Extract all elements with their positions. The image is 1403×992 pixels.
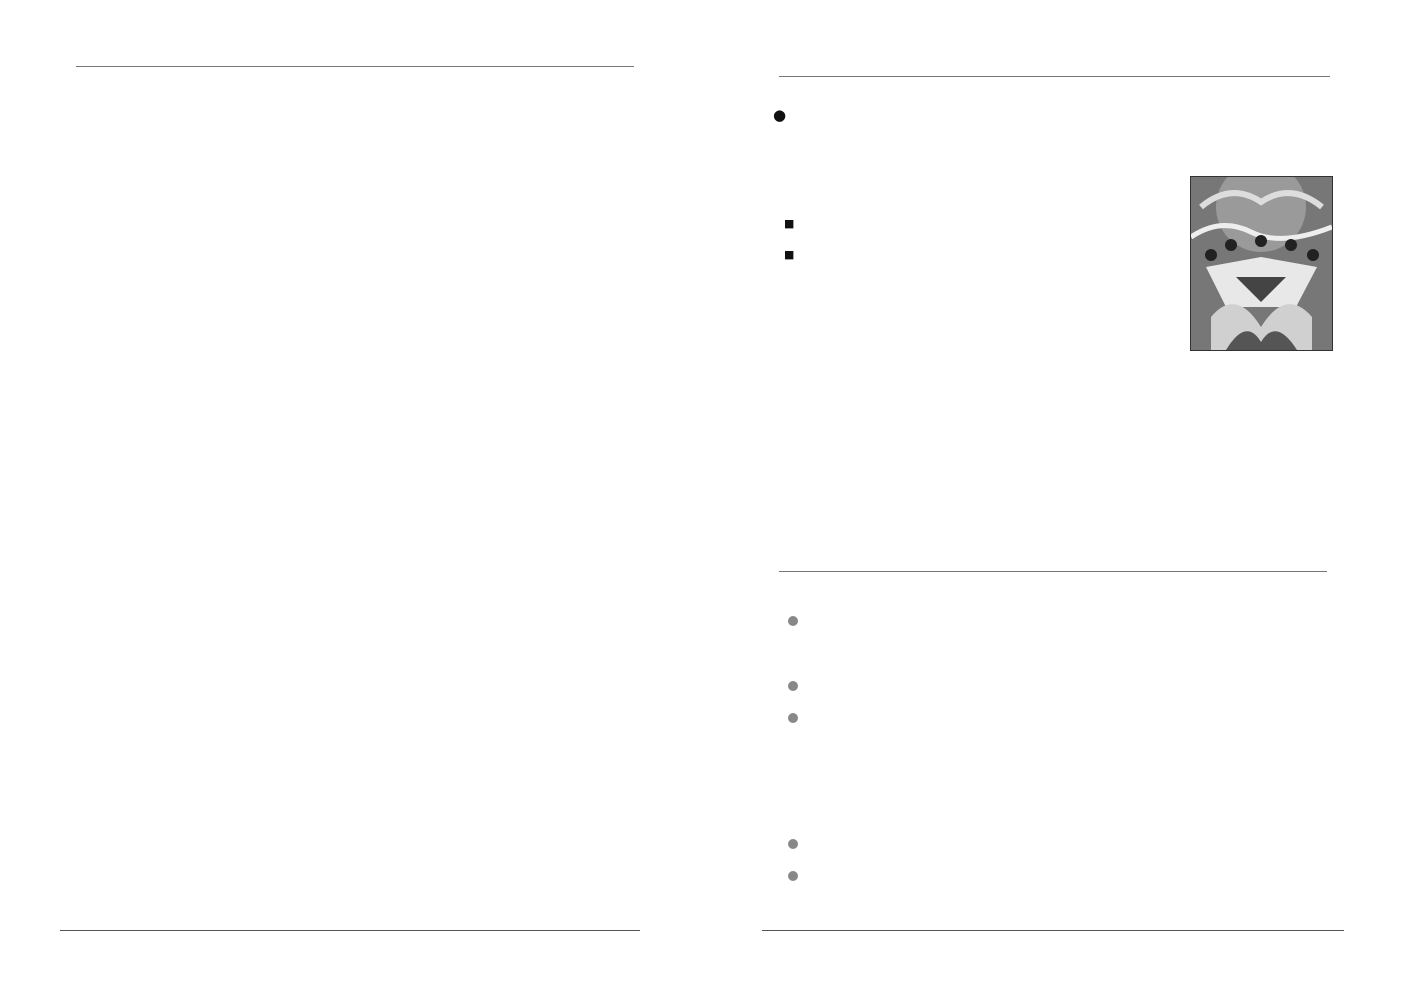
bullet-icon: ● xyxy=(773,106,787,124)
square-bullet-icon: ■ xyxy=(784,217,795,230)
prayer-meeting xyxy=(773,106,786,124)
bullet-icon xyxy=(788,713,798,723)
training-item xyxy=(788,612,804,630)
bullet-icon xyxy=(788,871,798,881)
training-item xyxy=(788,709,804,727)
scripture-line xyxy=(784,212,802,231)
bullet-icon xyxy=(788,839,798,849)
sermon-line xyxy=(784,243,802,262)
training-item xyxy=(788,867,804,885)
worship-section-title xyxy=(767,72,1330,77)
square-bullet-icon: ■ xyxy=(784,248,795,261)
training-item xyxy=(788,677,804,695)
left-bottom-rule xyxy=(60,930,640,931)
bullet-icon xyxy=(788,616,798,626)
training-section-title xyxy=(767,567,1327,572)
training-item xyxy=(788,835,804,853)
left-section-title xyxy=(64,62,634,67)
bullet-icon xyxy=(788,681,798,691)
illustration-art xyxy=(1191,177,1332,350)
right-bottom-rule xyxy=(762,930,1344,931)
sermon-illustration xyxy=(1190,176,1333,351)
